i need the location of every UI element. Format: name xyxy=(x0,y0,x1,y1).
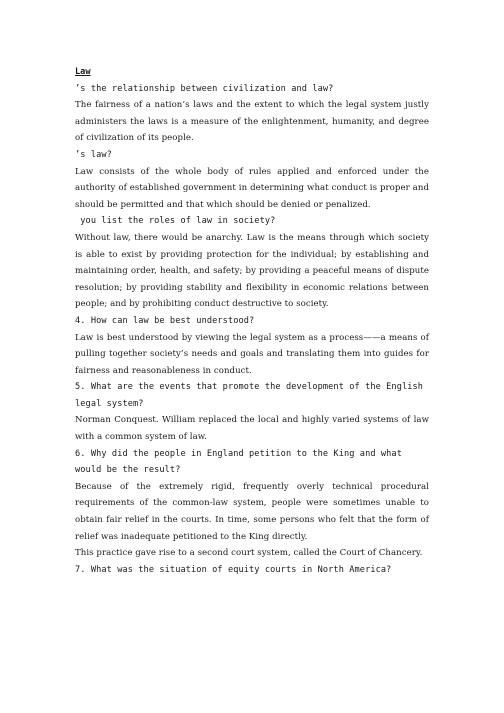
answer-2: Law consists of the whole body of rules applied and enforced under the authority of established government in determining what conduct is proper and should be permitted and that which should be denied or penalized. xyxy=(75,166,429,210)
document-title: Law xyxy=(75,67,91,77)
answer-1: The fairness of a nation’s laws and the extent to which the legal system justly administers the laws is a measure of the enlightenment, humanity, and degree of civilization of its people. xyxy=(75,100,429,144)
document-page xyxy=(75,64,429,578)
question-2: ’s law? xyxy=(75,149,112,160)
answer-6-continued: This practice gave rise to a second court system, called the Court of Chancery. xyxy=(75,548,423,559)
answer-4: Law is best understood by viewing the legal system as a process——a means of pulling together society’s needs and goals and translating them into guides for fairness and reasonableness in conduct. xyxy=(75,332,429,376)
answer-3: Without law, there would be anarchy. Law is the means through which society is able to exist by providing protection for the individual; by establishing and maintaining order, health, and safety; by providing a peaceful means of dispute resolution; by providing stability and flexibility in economic relations between people; and by prohibiting conduct destructive to society. xyxy=(75,232,429,310)
question-6: 6. Why did the people in England petition to the King and what would be the result? xyxy=(75,448,402,476)
question-7: 7. What was the situation of equity courts in North America? xyxy=(75,564,392,575)
question-4: 4. How can law be best understood? xyxy=(75,315,255,326)
answer-5: Norman Conquest. William replaced the local and highly varied systems of law with a common system of law. xyxy=(75,415,429,443)
question-3: you list the roles of law in society? xyxy=(75,216,276,227)
question-5: 5. What are the events that promote the development of the English legal system? xyxy=(75,382,424,409)
answer-6: Because of the extremely rigid, frequently overly technical procedural requirements of the common-law system, people were sometimes unable to obtain fair relief in the courts. In time, some persons who felt that the form of relief was inadequate petitioned to the King directly. xyxy=(75,481,429,542)
question-1: ’s the relationship between civilization and law? xyxy=(75,83,334,94)
